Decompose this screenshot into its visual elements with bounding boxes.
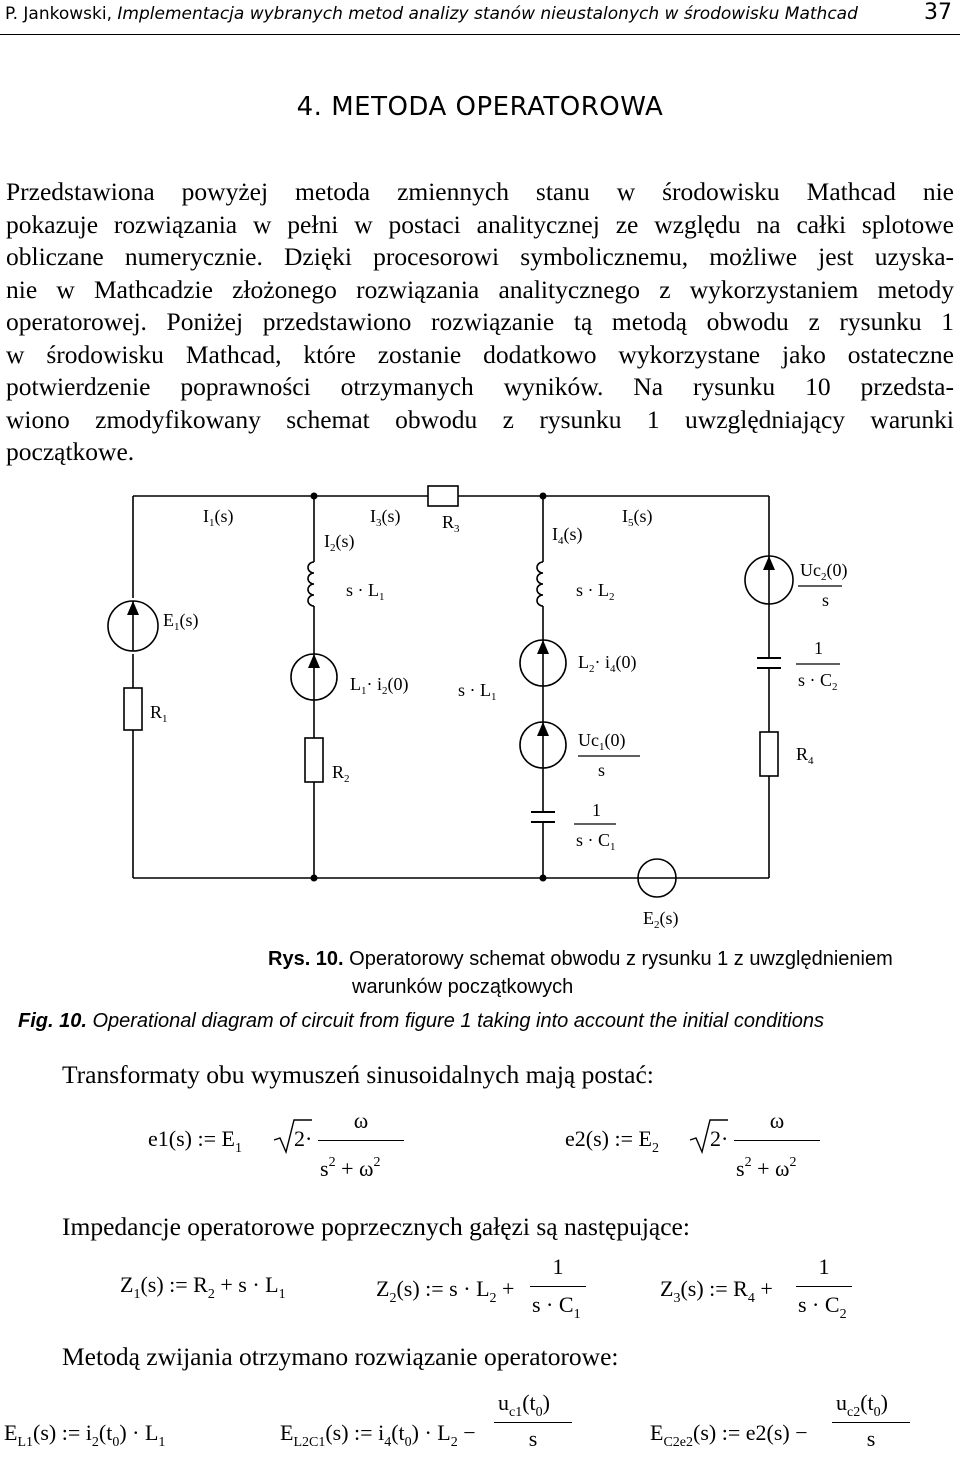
eq-mid: (s) := i [33, 1420, 92, 1445]
svg-text:E1(s) [163, 610, 199, 633]
eq-sub: 0 [404, 1435, 412, 1450]
label-sub: 2 [832, 681, 838, 693]
paragraph-line: obliczane numerycznie. Dzięki procesorowi symbolicznemu, możliwe jest uzyska- [6, 242, 954, 271]
eq-den: s [866, 1426, 876, 1451]
caption-label: Rys. 10. [268, 948, 344, 970]
equation-el1 [4, 1420, 166, 1450]
svg-text:R1 [150, 702, 168, 725]
eq-mid: (s) := R [680, 1276, 748, 1301]
resistor-r3 [428, 486, 458, 506]
label-c2-num: 1 [814, 638, 823, 658]
label-sub: 1 [174, 621, 180, 633]
eq-numerator: ω [769, 1108, 785, 1133]
svg-text:I2(s) [324, 531, 355, 554]
svg-text:L1· i2(0) [350, 674, 409, 697]
resistor-r1 [124, 688, 142, 730]
eq-mid: (s) := e2(s) [693, 1420, 790, 1445]
paragraph-line: nie w Mathcadzie złożonego rozwiązania analitycznego z wykorzystaniem metody [6, 274, 954, 304]
eq-close: ) [880, 1390, 888, 1415]
label-i3: I [370, 506, 376, 526]
eq-lhs: E [4, 1420, 18, 1445]
eq-sub: 1 [133, 1287, 141, 1302]
eq-numerator: u [836, 1390, 847, 1415]
eq-exp: 2 [373, 1155, 381, 1170]
node-dot [540, 875, 547, 882]
label-r4: R [796, 744, 809, 764]
fraction-bar [734, 1140, 820, 1141]
eq-sub: 4 [747, 1291, 755, 1306]
eq-numerator: u [498, 1390, 509, 1415]
label-sub: 2 [654, 919, 660, 931]
circuit-wires [133, 496, 769, 878]
node-dot [311, 493, 318, 500]
fraction-bar [832, 1422, 910, 1423]
eq-sqrt-value: 2 [294, 1126, 305, 1151]
circuit-diagram [0, 478, 960, 948]
fraction-bar [530, 1286, 586, 1287]
eq-sub: 2 [651, 1141, 659, 1156]
eq-lhs: Z [120, 1272, 134, 1297]
eq-sub: 1 [278, 1287, 286, 1302]
paragraph-line: operatorowej. Poniżej przedstawiono rozwiązanie tą metodą obwodu z rysunku 1 [6, 307, 954, 336]
paragraph-line: Przedstawiona powyżej metoda zmiennych stanu w środowisku Mathcad nie [6, 177, 954, 206]
eq-lhs: Z [660, 1276, 674, 1301]
svg-text:I1(s) [203, 506, 234, 529]
label-sub: 1 [599, 741, 605, 753]
eq-sub: L1 [17, 1435, 34, 1450]
section-heading: 4. METODA OPERATOROWA [296, 92, 664, 122]
label-sl1: s · L [346, 580, 379, 600]
svg-text:R4 [796, 744, 814, 767]
label-c1-num: 1 [592, 800, 601, 820]
caption-text: Operatorowy schemat obwodu z rysunku 1 z uwzględnieniem [349, 948, 893, 970]
label-s: (s) [335, 531, 355, 551]
eq-lhs: E [280, 1420, 294, 1445]
eq-sub: 2 [207, 1287, 215, 1302]
label-c1-den: s · C [576, 830, 611, 850]
label-sub: 1 [491, 691, 497, 703]
label-sub: 2 [821, 571, 827, 583]
label-uc1-den: s [598, 760, 606, 780]
inductor-l2 [537, 562, 543, 606]
eq-sub: c1 [509, 1405, 523, 1420]
body-paragraph [6, 176, 954, 469]
label-sub: 2 [609, 591, 615, 603]
eq-den-plus: + ω [757, 1156, 790, 1181]
eq-exp: 2 [744, 1155, 752, 1170]
caption-text: Operational diagram of circuit from figure 1 taking into account the initial conditions [92, 1010, 824, 1032]
node-dot [540, 493, 547, 500]
eq-close: ) [542, 1390, 550, 1415]
svg-text:R2 [332, 762, 350, 785]
page-number: 37 [924, 0, 952, 25]
label-r3: R [442, 512, 455, 532]
label-sl2: s · L [576, 580, 609, 600]
eq-lhs: Z [376, 1276, 390, 1301]
svg-text:s · L1 [346, 580, 385, 603]
label-sl1-b: s · L [458, 680, 491, 700]
svg-text:E2(s) [643, 908, 679, 931]
eq-mid: (s) := R [140, 1272, 208, 1297]
running-header [5, 4, 858, 24]
label-s: (s) [563, 524, 583, 544]
label-i5: I [622, 506, 628, 526]
paragraph-line: wiono zmodyfikowany schemat obwodu z rysunku 1 uwzględniający warunki [6, 404, 954, 434]
eq-sub: 2 [91, 1435, 99, 1450]
eq-exp: 2 [328, 1155, 336, 1170]
paragraph-line: w środowisku Mathcad, które zostanie dodatkowo wykorzystane jako ostateczne [6, 339, 954, 369]
eq-sub: 4 [384, 1435, 392, 1450]
text-method: Metodą zwijania otrzymano rozwiązanie operatorowe: [62, 1342, 619, 1371]
fraction-bar [796, 1286, 852, 1287]
paragraph-line: początkowe. [6, 437, 135, 466]
eq-sub: L2C1 [293, 1435, 326, 1450]
svg-text:I4(s) [552, 524, 583, 547]
label-l1i2: L [350, 674, 361, 694]
header-title: Implementacja wybranych metod analizy stanów nieustalonych w środowisku Mathcad [117, 4, 858, 24]
eq-lhs: e1(s) := E [148, 1126, 235, 1151]
label-0: (0) [615, 652, 637, 672]
text-transforms: Transformaty obu wymuszeń sinusoidalnych mają postać: [62, 1060, 654, 1089]
label-sub: 2 [330, 542, 336, 554]
eq-sub: 0 [535, 1405, 543, 1420]
label-sub: 3 [454, 523, 460, 535]
eq-sqrt-value: 2 [710, 1126, 721, 1151]
label-sub: 5 [628, 517, 634, 529]
figure-caption-en [18, 1010, 824, 1033]
eq-sub: C2e2 [663, 1435, 694, 1450]
svg-text:Uc2(0) [800, 560, 848, 583]
label-uc2-den: s [822, 590, 830, 610]
eq-sub: 2 [389, 1291, 397, 1306]
label-sub: 1 [610, 841, 616, 853]
label-e1: E [163, 610, 174, 630]
label-0: (0) [387, 674, 409, 694]
label-0: (0) [826, 560, 848, 580]
eq-den: s [528, 1426, 538, 1451]
eq-sub: 1 [573, 1307, 581, 1322]
eq-exp: 2 [789, 1155, 797, 1170]
eq-sub: 2 [489, 1291, 497, 1306]
label-sub: 4 [558, 535, 564, 547]
resistor-r4 [760, 732, 778, 776]
eq-numerator: ω [353, 1108, 369, 1133]
paragraph-line: pokazuje rozwiązania w pełni w postaci analitycznej ze względu na całki splotowe [6, 209, 954, 239]
svg-text:s · L1 [458, 680, 497, 703]
eq-den: s [320, 1156, 329, 1181]
figure-caption-pl [268, 948, 893, 971]
caption-label: Fig. 10. [18, 1010, 87, 1032]
label-s: (s) [633, 506, 653, 526]
eq-t: (t [98, 1420, 113, 1445]
label-e2: E [643, 908, 654, 928]
eq-mid: (s) := i [325, 1420, 385, 1445]
fraction-bar [494, 1422, 572, 1423]
label-sub: 2 [344, 773, 350, 785]
svg-text:s · C2 [798, 670, 838, 693]
label-i2: I [324, 531, 330, 551]
label-i1: I [203, 506, 209, 526]
eq-lhs: e2(s) := E [565, 1126, 652, 1151]
eq-sub: 0 [112, 1435, 120, 1450]
label-sub: 1 [162, 713, 168, 725]
fraction-bar [318, 1140, 404, 1141]
eq-sub: 1 [158, 1435, 166, 1450]
eq-minus: − [463, 1420, 476, 1445]
label-uc2: Uc [800, 560, 821, 580]
label-r2: R [332, 762, 345, 782]
label-sub: 1 [379, 591, 385, 603]
eq-rest: + [502, 1276, 515, 1301]
svg-text:I3(s) [370, 506, 401, 529]
label-s: (s) [381, 506, 401, 526]
label-0: (0) [604, 730, 626, 750]
equation-z1 [120, 1272, 286, 1302]
header-author: P. Jankowski, [5, 4, 112, 24]
eq-sub: 0 [873, 1405, 881, 1420]
text-impedances: Impedancje operatorowe poprzecznych gałęzi są następujące: [62, 1212, 690, 1241]
figure-caption-pl-2 [352, 976, 573, 999]
eq-den: s · C [532, 1292, 574, 1317]
eq-mid: (s) := s · L [396, 1276, 490, 1301]
eq-tail: ) · L [411, 1420, 451, 1445]
node-dot [311, 875, 318, 882]
inductor-l1 [308, 562, 314, 606]
label-i4: I [552, 524, 558, 544]
eq-tail: ) · L [119, 1420, 159, 1445]
eq-t: (t [391, 1420, 405, 1445]
label-sub: 4 [610, 663, 616, 675]
eq-lhs: E [650, 1420, 664, 1445]
label-r1: R [150, 702, 163, 722]
page-header [0, 0, 960, 35]
eq-sub: 2 [839, 1307, 847, 1322]
svg-text:L2· i4(0) [578, 652, 637, 675]
eq-den: s [736, 1156, 745, 1181]
eq-t: (t [860, 1390, 874, 1415]
label-sub: 3 [376, 517, 382, 529]
eq-rest: + s · L [220, 1272, 279, 1297]
resistor-r2 [305, 738, 323, 782]
label-sub: 1 [209, 517, 215, 529]
eq-rest: + [760, 1276, 773, 1301]
eq-t: (t [522, 1390, 536, 1415]
eq-den: s · C [798, 1292, 840, 1317]
label-s: (s) [179, 610, 199, 630]
label-mid: · i [366, 674, 382, 694]
label-s: (s) [214, 506, 234, 526]
label-c2-den: s · C [798, 670, 833, 690]
label-s: (s) [659, 908, 679, 928]
eq-numerator: 1 [552, 1254, 564, 1279]
svg-text:s · L2 [576, 580, 615, 603]
label-l2i4: L [578, 652, 589, 672]
eq-sub: 2 [450, 1435, 458, 1450]
eq-sub: 1 [234, 1141, 242, 1156]
label-sub: 4 [808, 755, 814, 767]
eq-minus: − [795, 1420, 808, 1445]
eq-den-plus: + ω [341, 1156, 374, 1181]
paragraph-line: potwierdzenie poprawności otrzymanych wyników. Na rysunku 10 przedsta- [6, 372, 954, 401]
svg-text:R3 [442, 512, 460, 535]
label-sub: 2 [589, 663, 595, 675]
eq-sub: 3 [673, 1291, 681, 1306]
label-sub: 1 [361, 685, 367, 697]
label-mid: · i [594, 652, 610, 672]
svg-text:I5(s) [622, 506, 653, 529]
svg-text:Uc1(0) [578, 730, 626, 753]
svg-text:s · C1 [576, 830, 616, 853]
eq-numerator: 1 [818, 1254, 830, 1279]
eq-sub: c2 [847, 1405, 861, 1420]
label-uc1: Uc [578, 730, 599, 750]
caption-text: warunków początkowych [352, 976, 574, 998]
label-sub: 2 [382, 685, 388, 697]
